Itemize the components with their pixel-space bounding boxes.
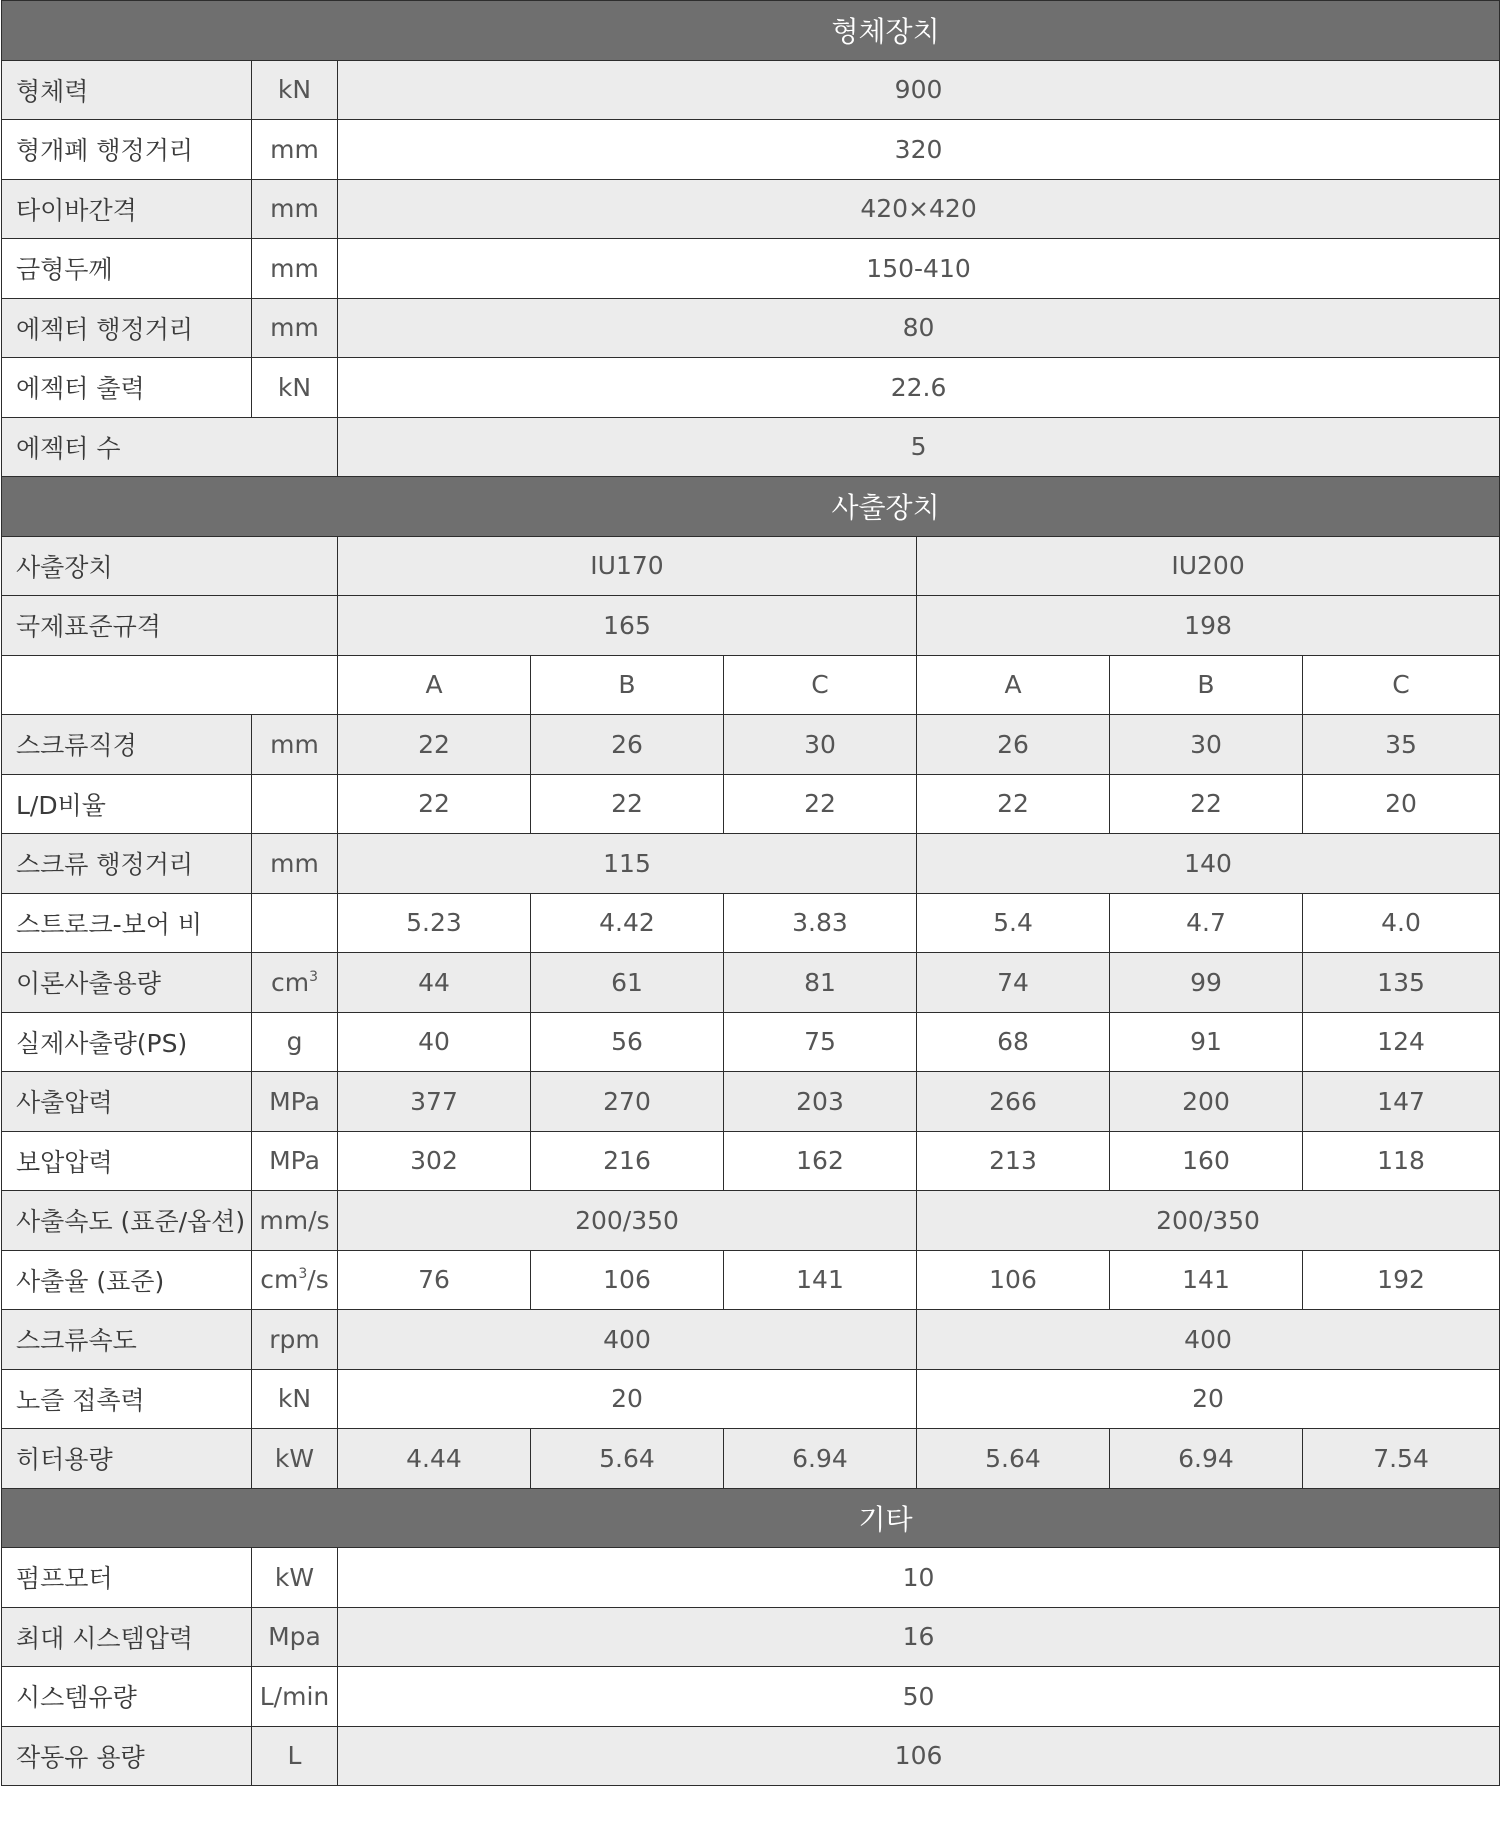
section-title-others: 기타 [2,1488,1500,1548]
table-row [2,60,1500,120]
row-label: 에젝터 행정거리 [2,298,252,358]
cell-value: 160 [1110,1131,1303,1191]
unit-superscript: 3 [309,968,319,985]
cell-value: 302 [338,1131,531,1191]
table-row [2,239,1500,299]
row-label: 사출속도 (표준/옵션) [2,1191,252,1251]
cell-value: 192 [1303,1250,1500,1310]
cell-value: 213 [917,1131,1110,1191]
unit-base: cm [260,1265,299,1295]
row-unit: g [252,1012,338,1072]
table-row [2,1548,1500,1608]
row-unit: mm [252,179,338,239]
row-value: 16 [338,1607,1500,1667]
row-label: 에젝터 수 [2,417,338,477]
unit-model: IU170 [338,536,917,596]
row-unit: kW [252,1429,338,1489]
cell-value: 141 [724,1250,917,1310]
row-label: 노즐 접촉력 [2,1369,252,1429]
cell-value: 135 [1303,953,1500,1013]
row-label: 작동유 용량 [2,1726,252,1786]
row-label: 보압압력 [2,1131,252,1191]
row-unit: kN [252,60,338,120]
cell-value: 118 [1303,1131,1500,1191]
row-label: 에젝터 출력 [2,358,252,418]
row-label: 스크류직경 [2,715,252,775]
cell-value: 22 [1110,774,1303,834]
row-value: 5 [338,417,1500,477]
table-row [2,1667,1500,1727]
row-unit: rpm [252,1310,338,1370]
table-row [2,298,1500,358]
section-header-clamping [2,1,1500,61]
table-row [2,358,1500,418]
cell-value: 81 [724,953,917,1013]
cell-value: 26 [917,715,1110,775]
table-row [2,179,1500,239]
cell-value: 26 [531,715,724,775]
cell-value: 68 [917,1012,1110,1072]
row-unit: mm [252,834,338,894]
cell-value: 76 [338,1250,531,1310]
cell-value: 40 [338,1012,531,1072]
cell-value: 35 [1303,715,1500,775]
row-label: 사출장치 [2,536,338,596]
row-label: L/D비율 [2,774,252,834]
cell-value: 203 [724,1072,917,1132]
cell-value: 162 [724,1131,917,1191]
table-row [2,596,1500,656]
cell-value: 22 [338,715,531,775]
cell-value: 20 [1303,774,1500,834]
cell-value: 4.7 [1110,893,1303,953]
cell-value: 266 [917,1072,1110,1132]
row-value: 22.6 [338,358,1500,418]
section-header-injection [2,477,1500,537]
cell-value: 5.64 [531,1429,724,1489]
row-value: 50 [338,1667,1500,1727]
row-unit: mm [252,239,338,299]
row-unit [252,774,338,834]
section-title-clamping: 형체장치 [2,1,1500,61]
unit-superscript: 3 [298,1266,308,1283]
cell-value: 5.23 [338,893,531,953]
table-row [2,1310,1500,1370]
unit-model: IU200 [917,536,1500,596]
screw-type: C [724,655,917,715]
table-row [2,1369,1500,1429]
cell-value: 4.44 [338,1429,531,1489]
cell-value: 7.54 [1303,1429,1500,1489]
table-row [2,893,1500,953]
cell-value: 20 [917,1369,1500,1429]
iso-size: 165 [338,596,917,656]
table-row [2,1250,1500,1310]
row-label: 국제표준규격 [2,596,338,656]
cell-value: 6.94 [1110,1429,1303,1489]
row-label: 타이바간격 [2,179,252,239]
table-row [2,536,1500,596]
cell-value: 22 [724,774,917,834]
row-unit: kN [252,1369,338,1429]
cell-value: 75 [724,1012,917,1072]
cell-value: 22 [338,774,531,834]
row-unit: L/min [252,1667,338,1727]
row-label: 스크류 행정거리 [2,834,252,894]
table-row [2,715,1500,775]
row-label: 실제사출량(PS) [2,1012,252,1072]
unit-base: cm [270,967,310,997]
cell-value: 106 [531,1250,724,1310]
cell-value: 44 [338,953,531,1013]
row-unit: mm [252,298,338,358]
cell-value: 377 [338,1072,531,1132]
cell-value: 6.94 [724,1429,917,1489]
iso-size: 198 [917,596,1500,656]
row-value: 150-410 [338,239,1500,299]
table-row [2,774,1500,834]
cell-value: 270 [531,1072,724,1132]
cell-value: 147 [1303,1072,1500,1132]
cell-value: 124 [1303,1012,1500,1072]
cell-value: 20 [338,1369,917,1429]
table-row [2,1607,1500,1667]
screw-type: A [917,655,1110,715]
screw-type: B [531,655,724,715]
row-label: 이론사출용량 [2,953,252,1013]
row-label: 스크류속도 [2,1310,252,1370]
row-label: 사출율 (표준) [2,1250,252,1310]
table-row [2,1072,1500,1132]
spec-table [1,0,1500,1786]
row-value: 80 [338,298,1500,358]
table-row [2,120,1500,180]
row-value: 320 [338,120,1500,180]
table-row [2,1012,1500,1072]
cell-value: 400 [338,1310,917,1370]
table-row [2,834,1500,894]
row-unit: mm/s [252,1191,338,1251]
cell-value: 22 [917,774,1110,834]
row-label: 사출압력 [2,1072,252,1132]
cell-value: 216 [531,1131,724,1191]
cell-value: 99 [1110,953,1303,1013]
row-label: 스트로크-보어 비 [2,893,252,953]
row-label: 형개폐 행정거리 [2,120,252,180]
section-header-others [2,1488,1500,1548]
table-row [2,417,1500,477]
row-value: 106 [338,1726,1500,1786]
section-title-injection: 사출장치 [2,477,1500,537]
row-unit: kW [252,1548,338,1608]
row-value: 10 [338,1548,1500,1608]
cell-value: 3.83 [724,893,917,953]
table-row [2,1429,1500,1489]
empty-cell [2,655,338,715]
cell-value: 106 [917,1250,1110,1310]
row-unit [252,893,338,953]
cell-value: 140 [917,834,1500,894]
row-label: 히터용량 [2,1429,252,1489]
cell-value: 200/350 [338,1191,917,1251]
cell-value: 61 [531,953,724,1013]
table-row [2,1191,1500,1251]
row-label: 펌프모터 [2,1548,252,1608]
cell-value: 200/350 [917,1191,1500,1251]
row-label: 최대 시스템압력 [2,1607,252,1667]
row-unit: L [252,1726,338,1786]
cell-value: 141 [1110,1250,1303,1310]
row-unit: mm [252,715,338,775]
cell-value: 5.64 [917,1429,1110,1489]
row-unit: kN [252,358,338,418]
row-unit: mm [252,120,338,180]
row-unit [252,953,338,1013]
row-value: 900 [338,60,1500,120]
screw-type: B [1110,655,1303,715]
cell-value: 5.4 [917,893,1110,953]
cell-value: 4.42 [531,893,724,953]
row-label: 시스템유량 [2,1667,252,1727]
row-unit: MPa [252,1131,338,1191]
table-row [2,953,1500,1013]
cell-value: 115 [338,834,917,894]
table-row [2,1131,1500,1191]
cell-value: 30 [724,715,917,775]
cell-value: 200 [1110,1072,1303,1132]
screw-type: C [1303,655,1500,715]
row-unit: Mpa [252,1607,338,1667]
screw-type: A [338,655,531,715]
cell-value: 30 [1110,715,1303,775]
cell-value: 56 [531,1012,724,1072]
cell-value: 400 [917,1310,1500,1370]
row-label: 형체력 [2,60,252,120]
cell-value: 74 [917,953,1110,1013]
row-unit: MPa [252,1072,338,1132]
row-value: 420×420 [338,179,1500,239]
row-label: 금형두께 [2,239,252,299]
table-row [2,1726,1500,1786]
cell-value: 91 [1110,1012,1303,1072]
unit-tail: /s [307,1265,329,1295]
row-unit [252,1250,338,1310]
cell-value: 4.0 [1303,893,1500,953]
table-row [2,655,1500,715]
cell-value: 22 [531,774,724,834]
